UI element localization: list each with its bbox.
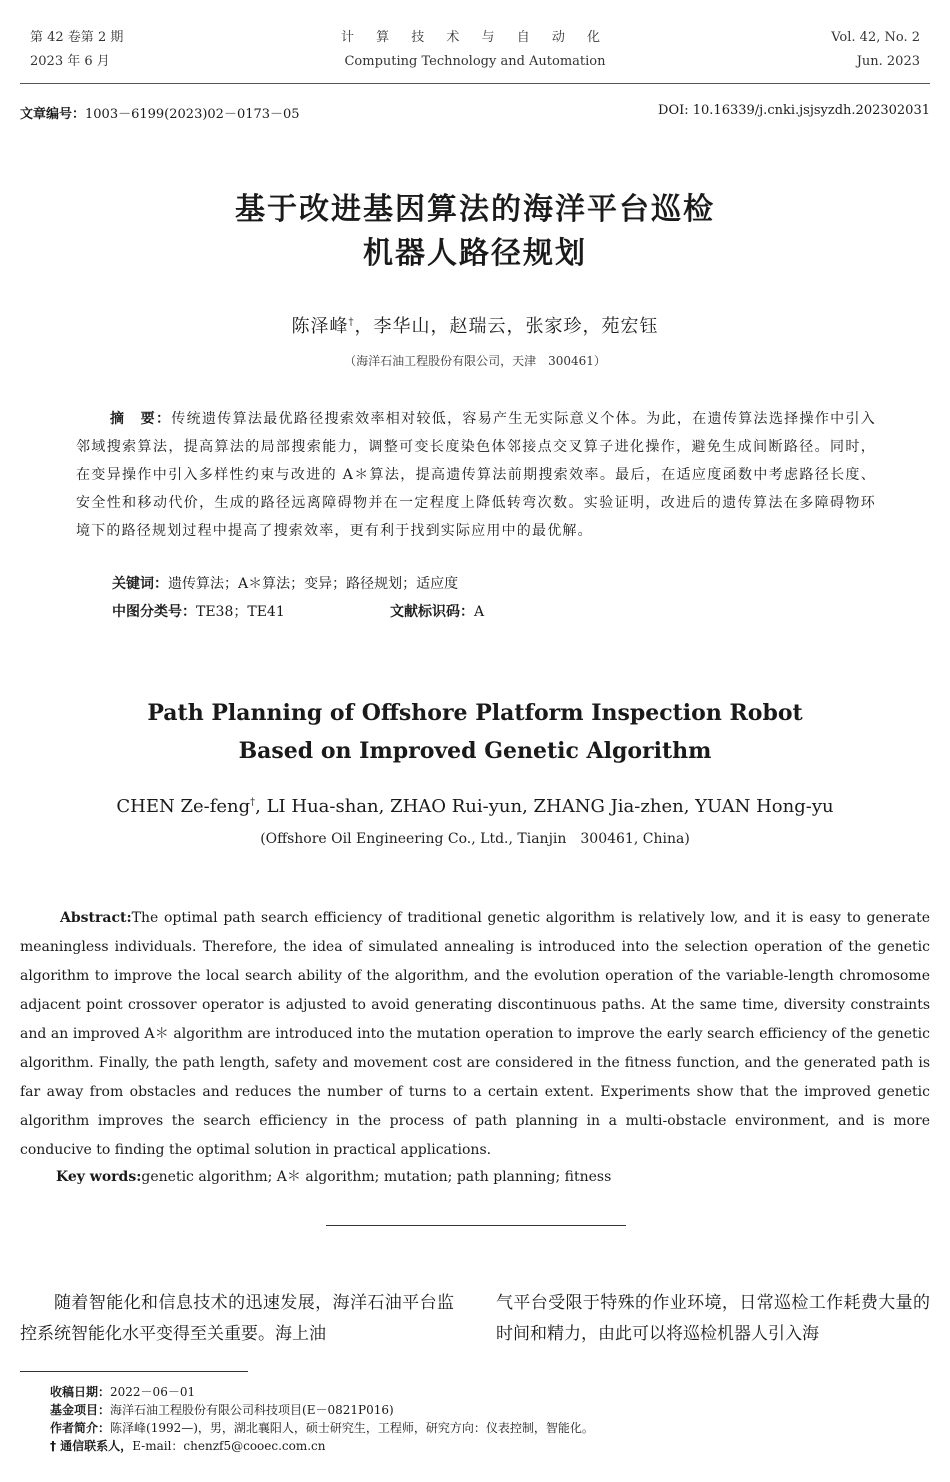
authors-en-rest: , LI Hua-shan, ZHAO Rui-yun, ZHANG Jia-zhen, YUAN Hong-yu — [255, 796, 834, 817]
title-cn-line2: 机器人路径规划 — [363, 236, 587, 271]
abstract-en-text: The optimal path search efficiency of traditional genetic algorithm is relatively low, and it is easy to generate meaningless individuals. Therefore, the idea of simulated annealing is introduced into the selection operation of the genetic algorithm to improve the local search ability of the algorithm, and the evolution operation of the variable-length chromosome adjacent point crossover operator is adjusted to avoid generating discontinuous paths. At the same time, diversity constraints and an improved A＊ algorithm are introduced into the mutation operation to improve the early search efficiency of the genetic algorithm. Finally, the path length, safety and movement cost are considered in the fitness function, and the generated path is far away from obstacles and reduces the number of turns to a certain extent. Experiments show that the improved genetic algorithm improves the search efficiency in the process of path planning in a multi-obstacle environment, and is more conducive to finding the optimal solution in practical applications. — [20, 910, 930, 1158]
classification-value: TE38；TE41 — [196, 604, 285, 620]
contact-value: E-mail：chenzf5@cooec.com.cn — [132, 1439, 326, 1453]
body-column-left: 随着智能化和信息技术的迅速发展，海洋石油平台监控系统智能化水平变得至关重要。海上油 — [20, 1293, 454, 1344]
journal-name-en: Computing Technology and Automation — [344, 54, 606, 69]
contact-label: † 通信联系人， — [50, 1439, 133, 1453]
abstract-en-label: Abstract: — [60, 910, 132, 926]
volume-issue-cn: 第 42 卷第 2 期 — [30, 30, 124, 45]
affiliation-en: (Offshore Oil Engineering Co., Ltd., Tianjin 300461, China) — [260, 831, 690, 847]
abstract-cn-text: 传统遗传算法最优路径搜索效率相对较低，容易产生无实际意义个体。为此，在遗传算法选择操作中引入邻域搜索算法，提高算法的局部搜索能力，调整可变长度染色体邻接点交叉算子进化操作，避免生成间断路径。同时，在变异操作中引入多样性约束与改进的 A＊算法，提高遗传算法前期搜索效率。最后，在适应度函数中考虑路径长度、安全性和移动代价，生成的路径远离障碍物并在一定程度上降低转弯次数。实验证明，改进后的遗传算法在多障碍物环境下的路径规划过程中提高了搜索效率，更有利于找到实际应用中的最优解。 — [76, 411, 876, 539]
journal-name-cn: 计 算 技 术 与 自 动 化 — [341, 30, 609, 45]
fund-label: 基金项目： — [50, 1403, 111, 1417]
author-bio-label: 作者简介： — [50, 1421, 111, 1435]
date-cn: 2023 年 6 月 — [30, 54, 110, 69]
document-code — [390, 601, 484, 621]
footnote-contact — [50, 1437, 594, 1455]
authors-cn-rest: ，李华山，赵瑞云，张家珍，苑宏钰 — [354, 316, 659, 337]
article-number-label: 文章编号： — [20, 107, 86, 122]
article-number — [20, 103, 300, 122]
date-en: Jun. 2023 — [856, 54, 920, 69]
corresponding-mark: † — [348, 317, 355, 328]
author-cn-first: 陈泽峰 — [291, 316, 349, 337]
classification-label: 中图分类号： — [112, 604, 196, 620]
keywords-en-text: genetic algorithm; A＊ algorithm; mutation; path planning; fitness — [141, 1169, 612, 1185]
title-en-line2: Based on Improved Genetic Algorithm — [238, 738, 712, 764]
abstract-en — [20, 904, 930, 1165]
article-number-value: 1003－6199(2023)02－0173－05 — [85, 107, 300, 122]
footnote-rule — [20, 1371, 248, 1372]
body-column-right: 气平台受限于特殊的作业环境，日常巡检工作耗费大量的时间和精力，由此可以将巡检机器人引入海 — [496, 1293, 930, 1344]
volume-issue-en: Vol. 42, No. 2 — [831, 30, 920, 45]
title-en — [0, 694, 950, 770]
keywords-en — [56, 1166, 611, 1186]
fund-value: 海洋石油工程股份有限公司科技项目(E－0821P016) — [110, 1403, 394, 1417]
footnote-received — [50, 1383, 594, 1401]
header-center — [0, 26, 950, 74]
footnote-author — [50, 1419, 594, 1437]
keywords-cn-text: 遗传算法；A＊算法；变异；路径规划；适应度 — [168, 576, 459, 592]
footnote-fund — [50, 1401, 594, 1419]
header-right — [831, 26, 920, 74]
title-cn-line1: 基于改进基因算法的海洋平台巡检 — [235, 192, 715, 227]
keywords-cn — [112, 573, 458, 593]
author-bio-value: 陈泽峰(1992—)，男，湖北襄阳人，硕士研究生，工程师，研究方向：仪表控制，智能化。 — [110, 1421, 594, 1435]
affiliation-cn: （海洋石油工程股份有限公司，天津 300461） — [344, 354, 606, 368]
abstract-cn — [76, 405, 876, 545]
footnotes — [50, 1383, 594, 1455]
abstract-cn-label: 摘 要： — [110, 411, 172, 427]
document-code-value: A — [474, 604, 485, 620]
received-label: 收稿日期： — [50, 1385, 111, 1399]
received-value: 2022－06－01 — [110, 1385, 196, 1399]
keywords-cn-label: 关键词： — [112, 576, 168, 592]
author-en-first: CHEN Ze-feng — [116, 796, 251, 817]
header-rule — [20, 83, 930, 84]
section-separator — [326, 1225, 626, 1226]
title-cn — [0, 188, 950, 276]
authors-cn — [0, 312, 950, 338]
keywords-en-label: Key words: — [56, 1169, 142, 1185]
document-code-label: 文献标识码： — [390, 604, 474, 620]
authors-en — [0, 796, 950, 817]
doi: DOI: 10.16339/j.cnki.jsjsyzdh.202302031 — [658, 103, 930, 118]
title-en-line1: Path Planning of Offshore Platform Inspection Robot — [147, 700, 803, 726]
corresponding-mark-en: † — [250, 797, 256, 808]
classification-number — [112, 601, 285, 621]
